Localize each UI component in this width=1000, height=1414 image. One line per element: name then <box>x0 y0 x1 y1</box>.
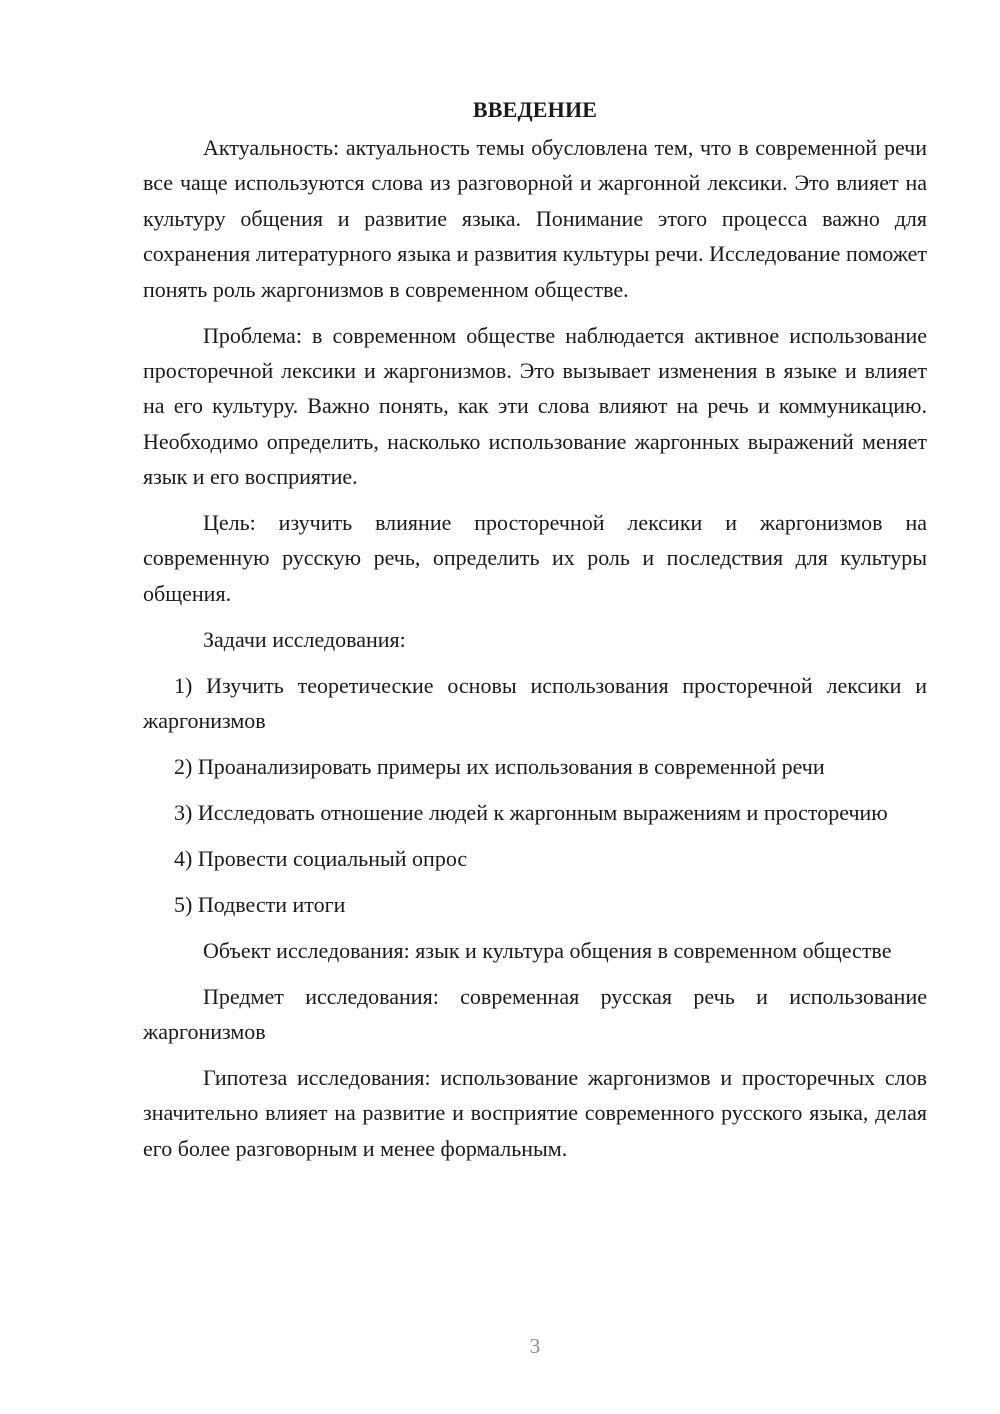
subject-paragraph: Предмет исследования: современная русская речь и использование жаргонизмов <box>143 983 927 1044</box>
document-title: ВВЕДЕНИЕ <box>472 97 598 122</box>
task-item-3: 3) Исследовать отношение людей к жаргонным выражениям и просторечию <box>174 799 888 825</box>
hypothesis-paragraph: Гипотеза исследования: использование жаргонизмов и просторечных слов значительно влияет на развитие и восприятие современного русского языка, делая его более разговорным и менее формальным. <box>143 1064 927 1161</box>
page-number: 3 <box>529 1334 541 1358</box>
goal-paragraph: Цель: изучить влияние просторечной лексики и жаргонизмов на современную русскую речь, определить их роль и последствия для культуры общения. <box>143 510 927 606</box>
task-item-5: 5) Подвести итоги <box>174 891 346 917</box>
problem-paragraph: Проблема: в современном обществе наблюдается активное использование просторечной лексики и жаргонизмов. Это вызывает изменения в языке и влияет на его культуру. Важно понять, как эти слова влияют на речь и коммуникацию. Необходимо определить, насколько использование жаргонных выражений меняет язык и его восприятие. <box>143 322 927 490</box>
task-item-2: 2) Проанализировать примеры их использования в современной речи <box>174 754 825 779</box>
task-item-1: 1) Изучить теоретические основы использования просторечной лексики и жаргонизмов <box>143 672 927 734</box>
document-page <box>143 92 927 1177</box>
tasks-list <box>143 668 927 922</box>
object-paragraph: Объект исследования: язык и культура общения в современном обществе <box>203 937 892 963</box>
task-item-4: 4) Провести социальный опрос <box>174 845 468 871</box>
relevance-paragraph: Актуальность: актуальность темы обусловлена тем, что в современной речи все чаще используются слова из разговорной и жаргонной лексики. Это влияет на культуру общения и развитие языка. Понимание этого процесса важно для сохранения литературного языка и развития культуры речи. Исследование поможет понять роль жаргонизмов в современном обществе. <box>143 135 927 302</box>
tasks-heading: Задачи исследования: <box>203 626 406 652</box>
